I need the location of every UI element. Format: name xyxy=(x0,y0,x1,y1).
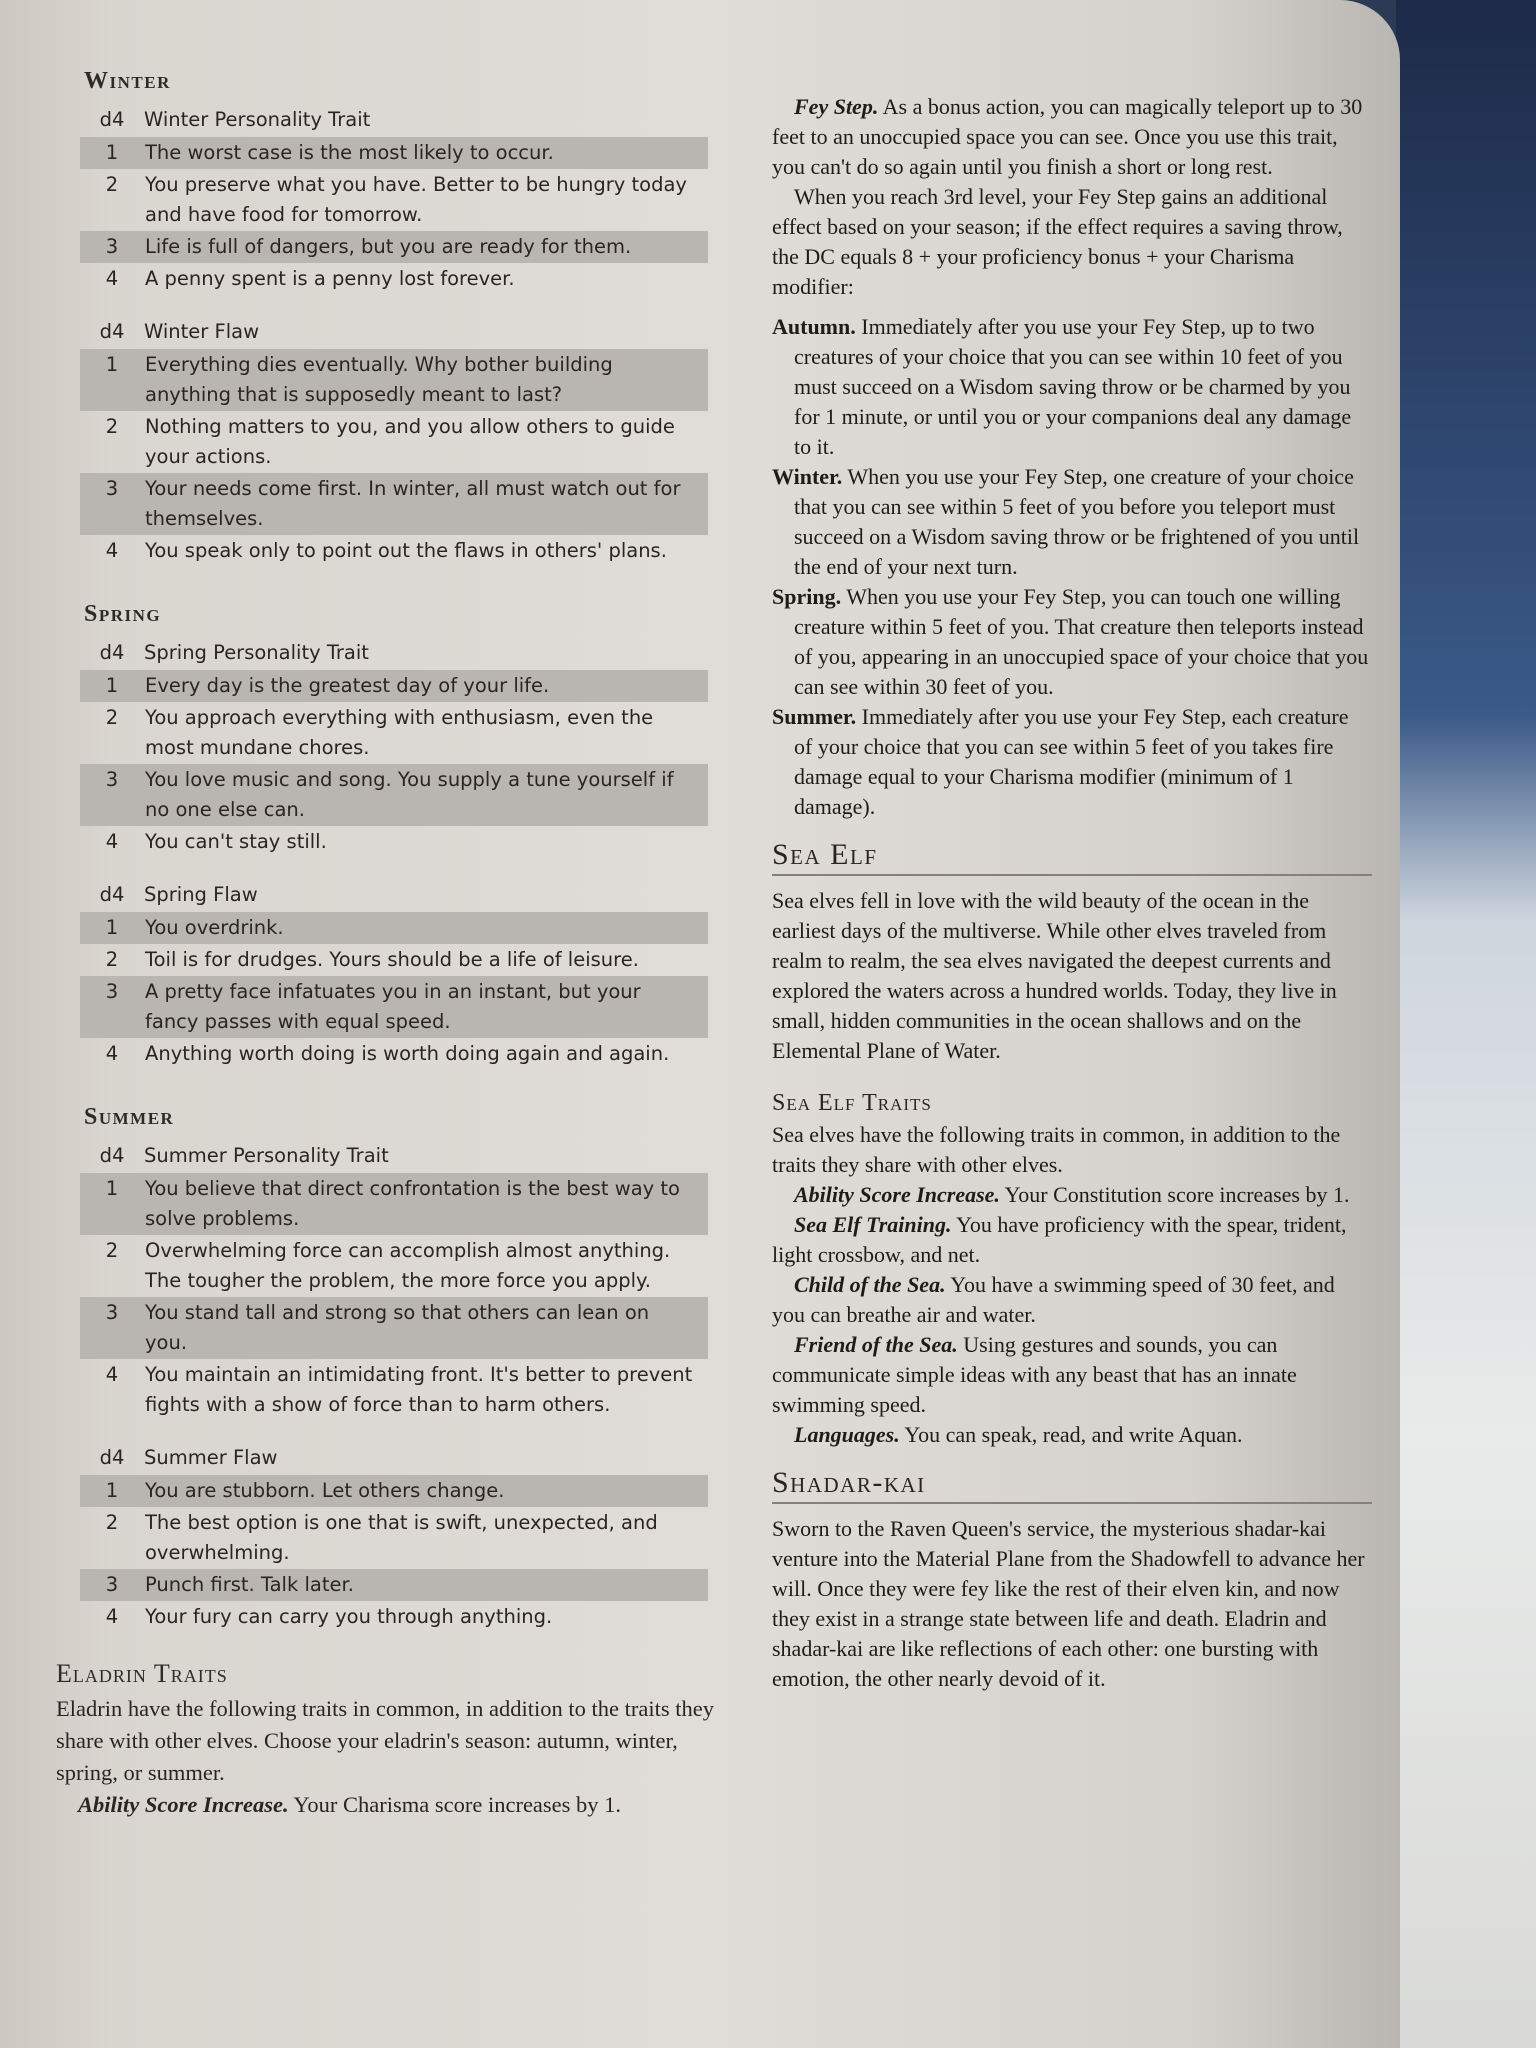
sea-elf-trait-friend: Friend of the Sea. Using gestures and sounds, you can communicate simple ideas with any beast that has an innate swimming speed. xyxy=(772,1332,1297,1417)
sea-elf-trait-asi: Ability Score Increase. Your Constitution score increases by 1. xyxy=(794,1182,1350,1207)
summer-flaw-table xyxy=(80,1443,708,1633)
table-header-die: d4 xyxy=(99,320,125,343)
table-header-title: Spring Personality Trait xyxy=(144,641,369,664)
sea-elf-traits-heading: Sea Elf Traits xyxy=(772,1090,932,1116)
sea-elf-trait-child: Child of the Sea. You have a swimming speed of 30 feet, and you can breathe air and water. xyxy=(772,1272,1335,1327)
fey-step-text: As a bonus action, you can magically teleport up to 30 feet to an unoccupied space you can see. Once you use this trait, you can't do so again until you finish a short or long rest. xyxy=(772,94,1363,179)
spring-heading: Spring xyxy=(84,601,162,627)
table-row: 2 You preserve what you have. Better to be hungry today and have food for tomorrow. xyxy=(105,173,687,226)
table-row: 2 Overwhelming force can accomplish almost anything. The tougher the problem, the more force you apply. xyxy=(105,1239,671,1292)
table-row: 4 You maintain an intimidating front. It's better to prevent fights with a show of force than to harm others. xyxy=(105,1363,693,1416)
table-row: 4 A penny spent is a penny lost forever. xyxy=(105,267,515,290)
spring-trait-table xyxy=(80,638,708,858)
sea-elf-intro: Sea elves fell in love with the wild beauty of the ocean in the earliest days of the multiverse. While other elves traveled from realm to realm, the sea elves navigated the deepest currents and explored the waters across a hundred worlds. Today, they live in small, hidden communities in the ocean shallows and on the Elemental Plane of Water. xyxy=(772,888,1337,1063)
fey-step-summer: Summer. Immediately after you use your Fey Step, each creature of your choice that you can see within 5 feet of you takes fire damage equal to your Charisma modifier (minimum of 1 damage). xyxy=(772,704,1349,819)
fey-step-winter: Winter. When you use your Fey Step, one creature of your choice that you can see within 5 feet of you before you teleport must succeed on a Wisdom saving throw or be frightened of you until the end of your next turn. xyxy=(772,464,1360,579)
left-column xyxy=(56,68,716,1821)
winter-heading: Winter xyxy=(84,68,171,94)
table-row: 3 Life is full of dangers, but you are ready for them. xyxy=(80,231,708,263)
table-row: 3 Punch first. Talk later. xyxy=(80,1569,708,1601)
table-row: 4 You speak only to point out the flaws in others' plans. xyxy=(105,539,667,562)
eladrin-traits-heading: Eladrin Traits xyxy=(56,1659,228,1688)
shadar-kai-heading: Shadar-kai xyxy=(772,1468,1372,1504)
shadar-kai-intro: Sworn to the Raven Queen's service, the mysterious shadar-kai venture into the Material Plane from the Shadowfell to advance her will. Once they were fey like the rest of their elven kin, and now they exist in a strange state between life and death. Eladrin and shadar-kai are like reflections of each other: one bursting with emotion, the other nearly devoid of it. xyxy=(772,1516,1365,1691)
table-header-die: d4 xyxy=(99,641,125,664)
table-header-title: Summer Personality Trait xyxy=(144,1144,389,1167)
eladrin-asi-text: Your Charisma score increases by 1. xyxy=(288,1792,622,1817)
table-row: 2 You approach everything with enthusiasm, even the most mundane chores. xyxy=(105,706,654,759)
table-header-title: Spring Flaw xyxy=(144,883,258,906)
eladrin-asi-label: Ability Score Increase. xyxy=(78,1792,289,1817)
table-header-die: d4 xyxy=(99,883,125,906)
summer-trait-table xyxy=(80,1141,708,1421)
fey-step-label: Fey Step. xyxy=(794,94,879,119)
right-column xyxy=(772,92,1372,1694)
table-row: 3 You love music and song. You supply a tune yourself if no one else can. xyxy=(80,764,708,826)
sea-elf-heading: Sea Elf xyxy=(772,840,1372,876)
table-header-title: Winter Personality Trait xyxy=(144,108,371,131)
table-row: 1 The worst case is the most likely to occur. xyxy=(80,137,708,169)
fey-step-third-level: When you reach 3rd level, your Fey Step gains an additional effect based on your season; if the effect requires a saving throw, the DC equals 8 + your proficiency bonus + your Charisma modifier: xyxy=(772,184,1343,299)
table-row: 3 You stand tall and strong so that others can lean on you. xyxy=(80,1297,708,1359)
table-row: 3 Your needs come first. In winter, all must watch out for themselves. xyxy=(80,473,708,535)
sea-elf-traits-intro: Sea elves have the following traits in common, in addition to the traits they share with other elves. xyxy=(772,1122,1341,1177)
table-header-die: d4 xyxy=(99,1446,125,1469)
spring-flaw-table xyxy=(80,880,708,1070)
table-row: 1 Everything dies eventually. Why bother building anything that is supposedly meant to last? xyxy=(80,349,708,411)
sea-elf-trait-training: Sea Elf Training. You have proficiency with the spear, trident, light crossbow, and net. xyxy=(772,1212,1347,1267)
table-row: 2 Nothing matters to you, and you allow others to guide your actions. xyxy=(105,415,675,468)
fey-step-paragraph xyxy=(772,92,1372,182)
table-row: 1 You are stubborn. Let others change. xyxy=(80,1475,708,1507)
fey-step-spring: Spring. When you use your Fey Step, you can touch one willing creature within 5 feet of you. That creature then teleports instead of you, appearing in an unoccupied space of your choice that you can see within 30 feet of you. xyxy=(772,584,1369,699)
table-row: 3 A pretty face infatuates you in an instant, but your fancy passes with equal speed. xyxy=(80,976,708,1038)
table-row: 1 You believe that direct confrontation is the best way to solve problems. xyxy=(80,1173,708,1235)
eladrin-traits-intro: Eladrin have the following traits in common, in addition to the traits they share with other elves. Choose your eladrin's season: autumn, winter, spring, or summer. xyxy=(56,1696,714,1785)
summer-heading: Summer xyxy=(84,1104,175,1130)
table-row: 4 Anything worth doing is worth doing again and again. xyxy=(105,1042,670,1065)
table-header-die: d4 xyxy=(99,108,125,131)
table-row: 1 Every day is the greatest day of your life. xyxy=(80,670,708,702)
table-header-die: d4 xyxy=(99,1144,125,1167)
eladrin-asi-paragraph xyxy=(56,1789,716,1821)
table-header-title: Summer Flaw xyxy=(144,1446,278,1469)
sea-elf-trait-languages: Languages. You can speak, read, and write Aquan. xyxy=(794,1422,1243,1447)
table-row: 2 The best option is one that is swift, unexpected, and overwhelming. xyxy=(105,1511,658,1564)
table-row: 1 You overdrink. xyxy=(80,912,708,944)
fey-step-autumn: Autumn. Immediately after you use your Fey Step, up to two creatures of your choice that you can see within 10 feet of you must succeed on a Wisdom saving throw or be charmed by you for 1 minute, or until you or your companions deal any damage to it. xyxy=(772,314,1352,459)
winter-flaw-table xyxy=(80,317,708,567)
table-row: 4 Your fury can carry you through anything. xyxy=(105,1605,553,1628)
table-header-title: Winter Flaw xyxy=(144,320,260,343)
winter-trait-table xyxy=(80,105,708,295)
table-row: 4 You can't stay still. xyxy=(105,830,327,853)
table-row: 2 Toil is for drudges. Yours should be a life of leisure. xyxy=(105,948,639,971)
background-edge xyxy=(1396,0,1536,2048)
